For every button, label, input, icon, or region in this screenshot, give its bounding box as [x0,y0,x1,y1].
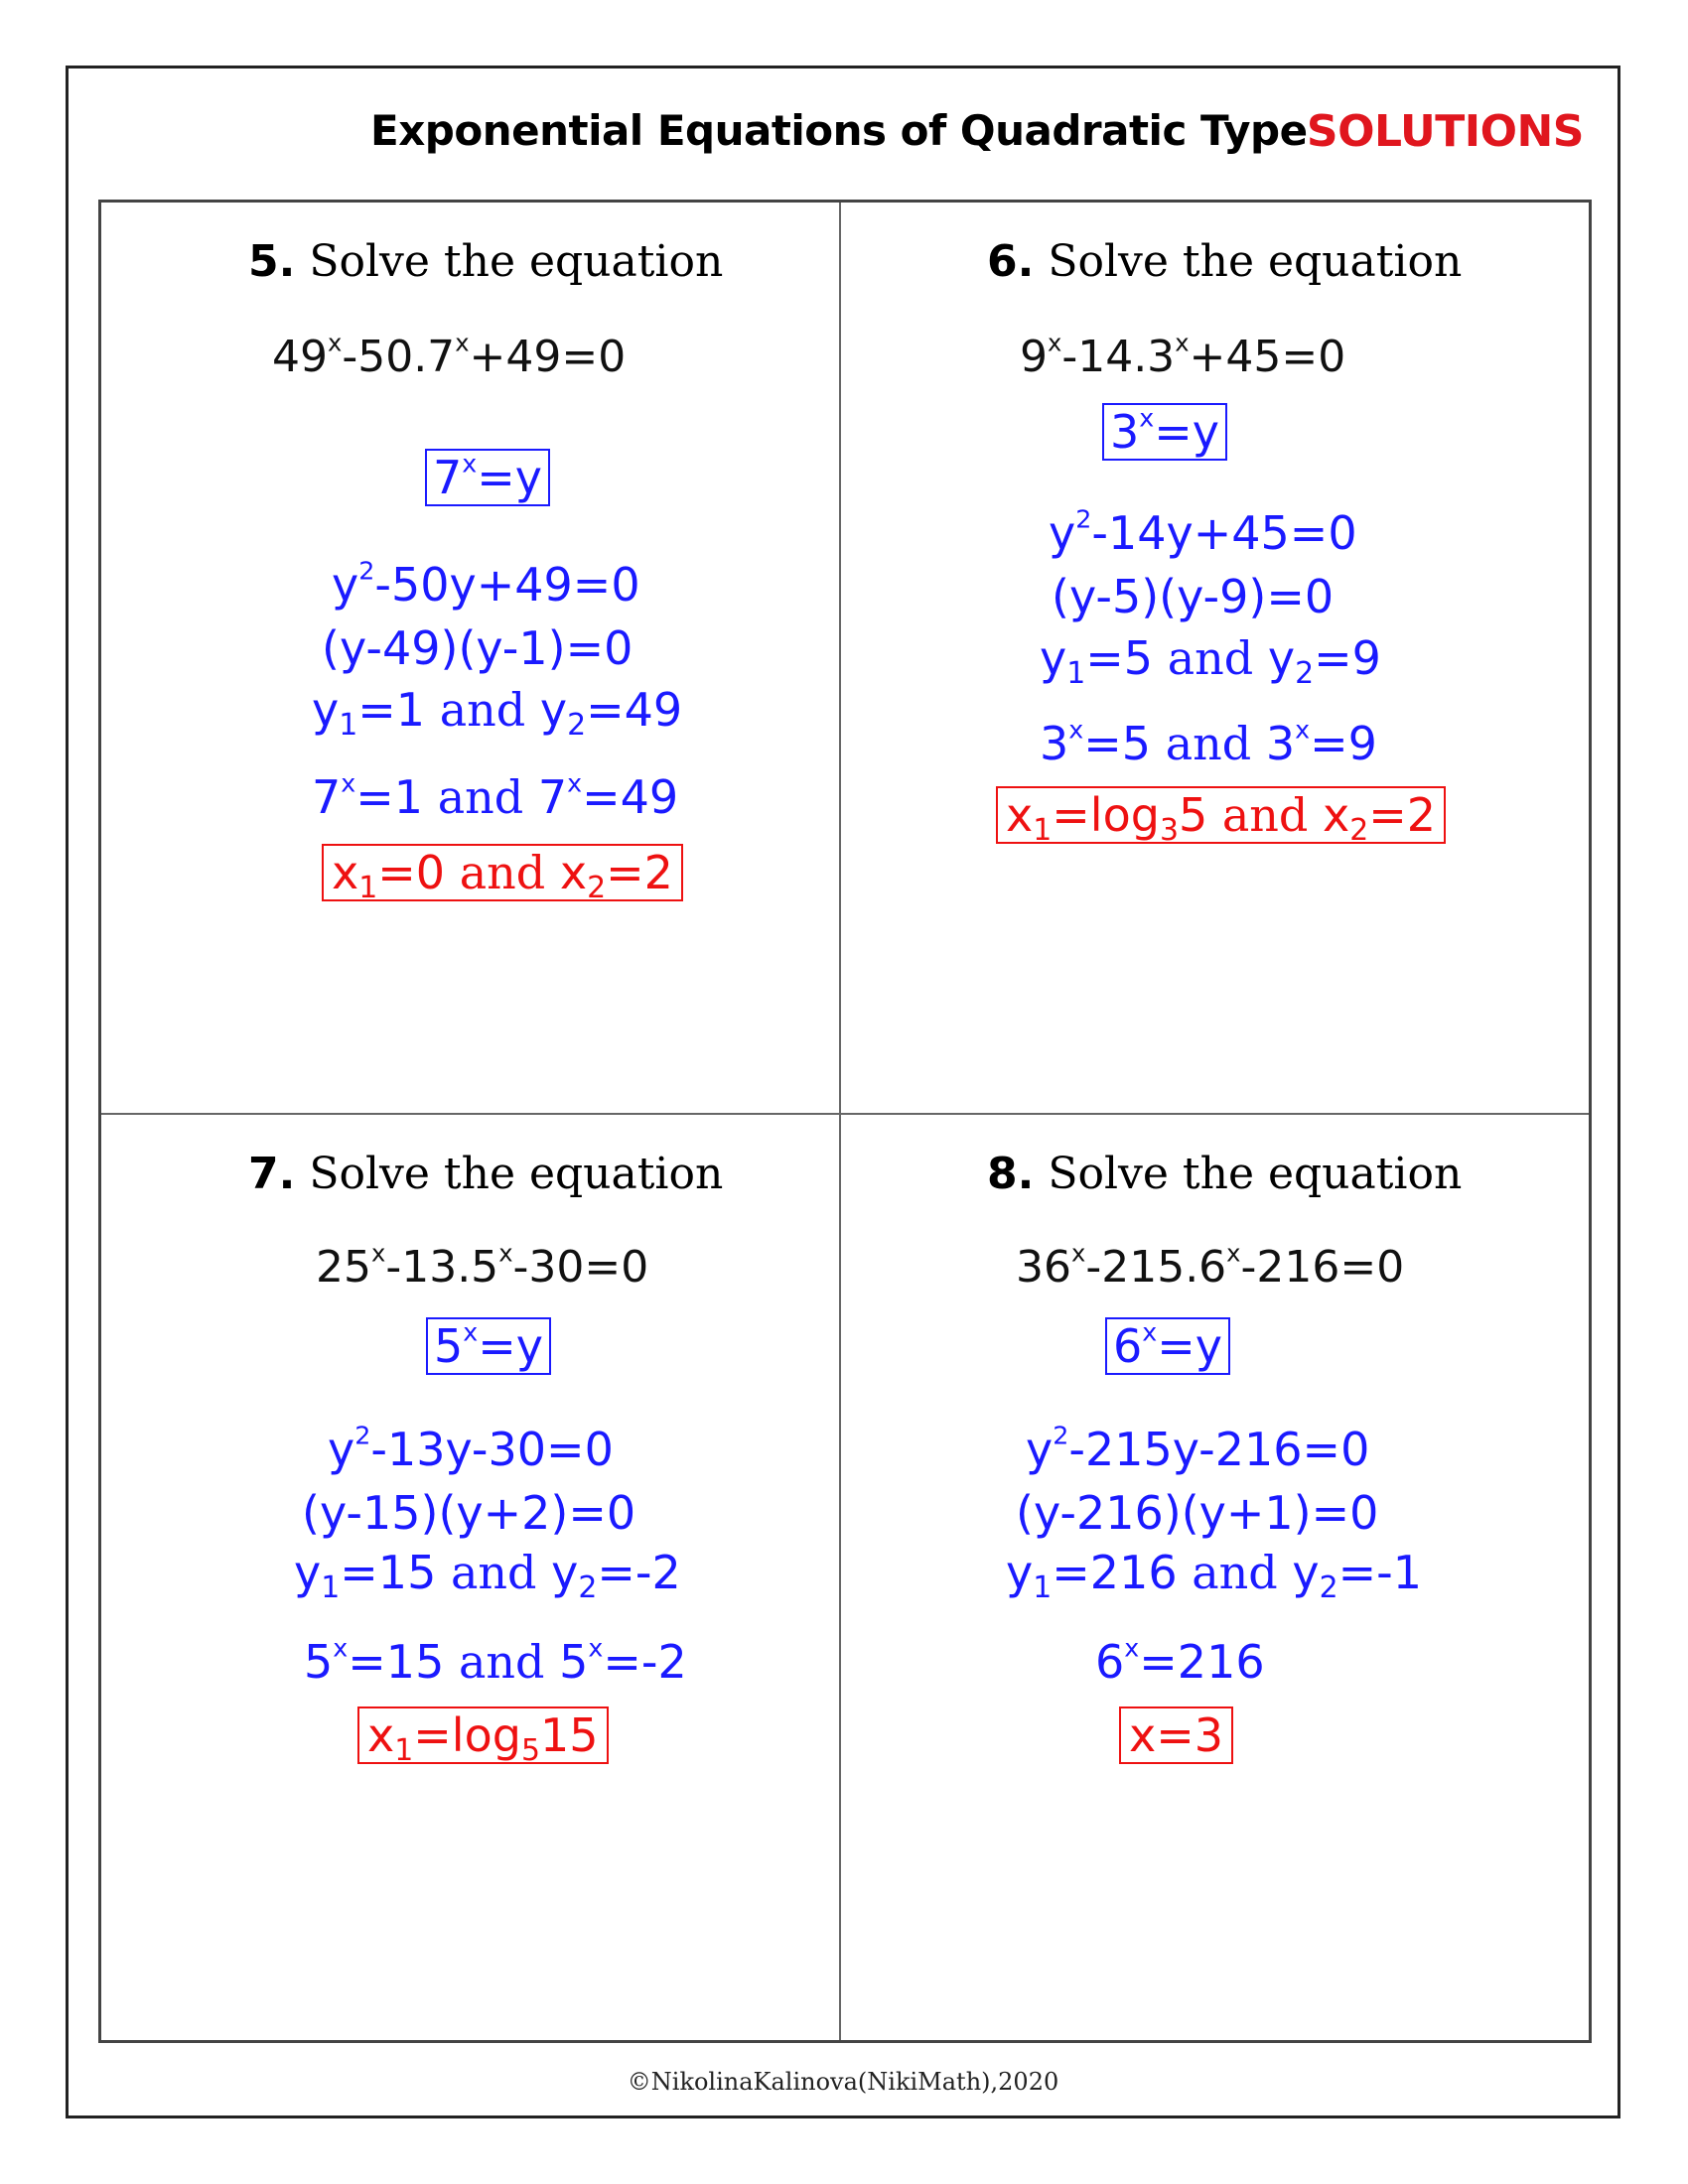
answer-box: $x_1=\log_515$ [357,1708,609,1762]
answer-box: $x_1=0$ and $x_2=2$ [322,846,683,899]
roots-y: $y_1=1$ and $y_2=49$ [312,683,683,743]
back-substitution: $7^x=1$ and $7^x=49$ [312,768,679,824]
equation: $9^x-14.3^x+45=0$ [1020,329,1346,382]
problem-5 [101,203,839,1113]
problem-heading: 6. Solve the equation [987,236,1463,287]
factored-form: (y-5)(y-9)=0 [1052,570,1335,623]
back-substitution: $3^x=5$ and $3^x=9$ [1040,715,1377,770]
roots-y: $y_1=216$ and $y_2=-1$ [1006,1546,1423,1605]
problem-7 [101,1115,839,2040]
roots-y: $y_1=5$ and $y_2=9$ [1040,631,1381,691]
back-substitution: $5^x=15$ and $5^x=-2$ [304,1633,687,1689]
solutions-badge: SOLUTIONS [1306,106,1584,157]
problem-grid [98,200,1592,2043]
equation: $49^x-50.7^x+49=0$ [272,329,627,382]
substitution-box: $3^x=y$ [1102,405,1227,459]
equation: $25^x-13.5^x-30=0$ [316,1239,649,1293]
equation: $36^x-215.6^x-216=0$ [1016,1239,1405,1293]
quadratic-equation: $y^2-14y+45=0$ [1049,504,1357,560]
substitution-box: $5^x=y$ [426,1319,551,1373]
quadratic-equation: $y^2-50y+49=0$ [332,556,640,612]
page-title: Exponential Equations of Quadratic Type [370,106,1308,155]
problem-heading: 5. Solve the equation [248,236,724,287]
quadratic-equation: $y^2-215y-216=0$ [1026,1421,1370,1476]
factored-form: (y-216)(y+1)=0 [1016,1486,1379,1540]
answer-box: $x_1=\log_35$ and $x_2=2$ [996,788,1446,842]
problem-heading: 8. Solve the equation [987,1149,1463,1199]
factored-form: (y-49)(y-1)=0 [322,621,633,675]
factored-form: (y-15)(y+2)=0 [302,1486,636,1540]
header [69,68,1618,200]
quadratic-equation: $y^2-13y-30=0$ [328,1421,614,1476]
problem-8 [841,1115,1589,2040]
page-frame [66,66,1620,2118]
answer-box: x=3 [1119,1708,1233,1762]
substitution-box: $6^x=y$ [1105,1319,1230,1373]
roots-y: $y_1=15$ and $y_2=-2$ [294,1546,681,1605]
problem-6 [841,203,1589,1113]
copyright-footer: ©NikolinaKalinova(NikiMath),2020 [627,2068,1059,2096]
back-substitution: $6^x=216$ [1095,1633,1265,1689]
substitution-box: $7^x=y$ [425,451,550,504]
problem-heading: 7. Solve the equation [248,1149,724,1199]
